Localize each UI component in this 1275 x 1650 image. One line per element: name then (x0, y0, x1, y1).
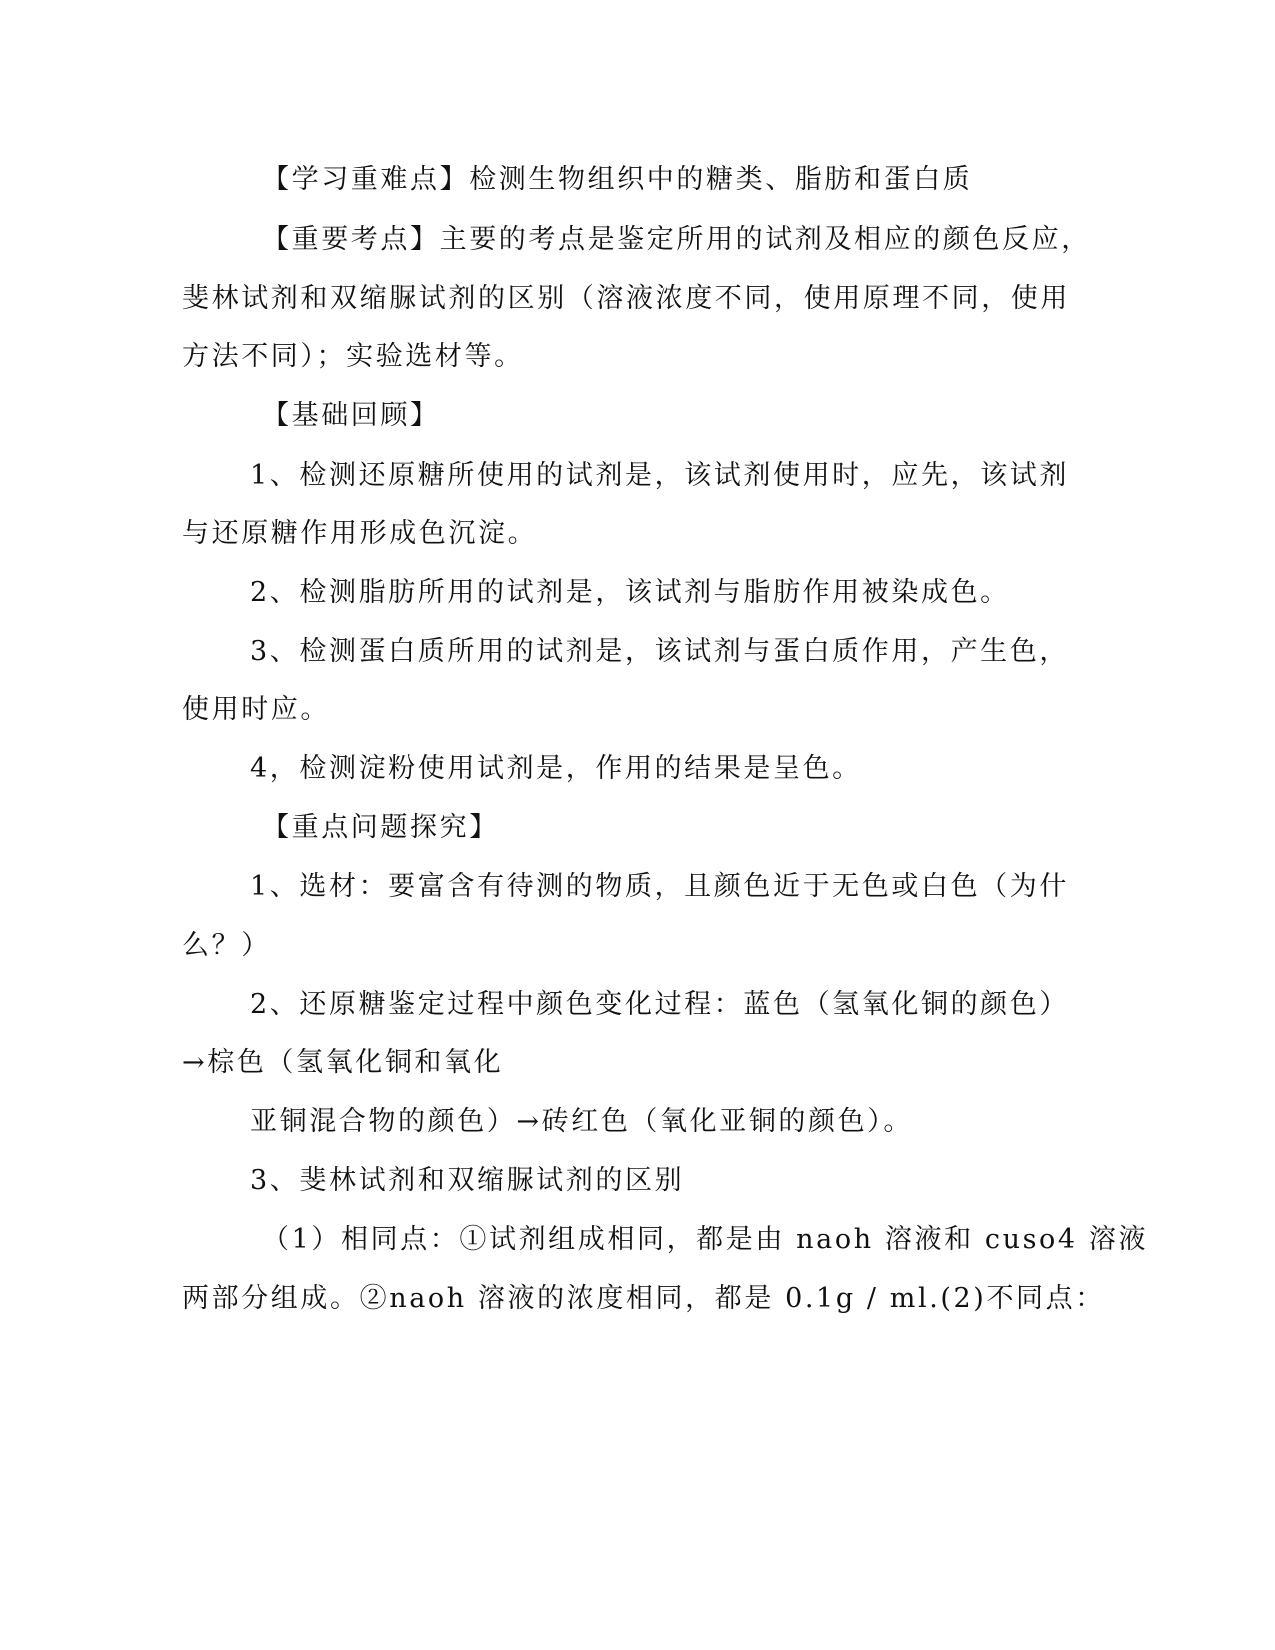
explore-item-3: 3、斐林试剂和双缩脲试剂的区别 (250, 1165, 685, 1196)
paragraph-line: 亚铜混合物的颜色）→砖红色（氧化亚铜的颜色）。 (250, 1106, 913, 1137)
paragraph-line: 斐林试剂和双缩脲试剂的区别（溶液浓度不同，使用原理不同，使用 (182, 283, 1070, 314)
question-item-4: 4，检测淀粉使用试剂是，作用的结果是呈色。 (250, 753, 862, 784)
paragraph-line: 与还原糖作用形成色沉淀。 (182, 518, 538, 549)
paragraph-line: 方法不同）；实验选材等。 (182, 341, 524, 372)
explore-item-2: 2、还原糖鉴定过程中颜色变化过程：蓝色（氢氧化铜的颜色） (250, 989, 1069, 1020)
heading-basic-review: 【基础回顾】 (262, 400, 440, 431)
paragraph-line: 使用时应。 (182, 694, 330, 725)
heading-key-questions: 【重点问题探究】 (262, 812, 499, 843)
paragraph-line: 么？） (182, 930, 271, 961)
paragraph-line: 两部分组成。②naoh 溶液的浓度相同，都是 0.1g / ml.(2)不同点： (182, 1283, 1105, 1314)
paragraph-line: →棕色（氢氧化铜和氧化 (182, 1047, 504, 1078)
question-item-1: 1、检测还原糖所使用的试剂是，该试剂使用时，应先，该试剂 (250, 460, 1069, 491)
explore-item-1: 1、选材：要富含有待测的物质，且颜色近于无色或白色（为什 (250, 871, 1069, 902)
question-item-2: 2、检测脂肪所用的试剂是，该试剂与脂肪作用被染成色。 (250, 577, 1010, 608)
sub-item-similarities: （1）相同点：①试剂组成相同，都是由 naoh 溶液和 cuso4 溶液 (262, 1224, 1149, 1255)
heading-key-difficulties: 【学习重难点】检测生物组织中的糖类、脂肪和蛋白质 (262, 164, 973, 195)
question-item-3: 3、检测蛋白质所用的试剂是，该试剂与蛋白质作用，产生色， (250, 636, 1069, 667)
heading-key-exam-points: 【重要考点】主要的考点是鉴定所用的试剂及相应的颜色反应， (262, 224, 1091, 255)
